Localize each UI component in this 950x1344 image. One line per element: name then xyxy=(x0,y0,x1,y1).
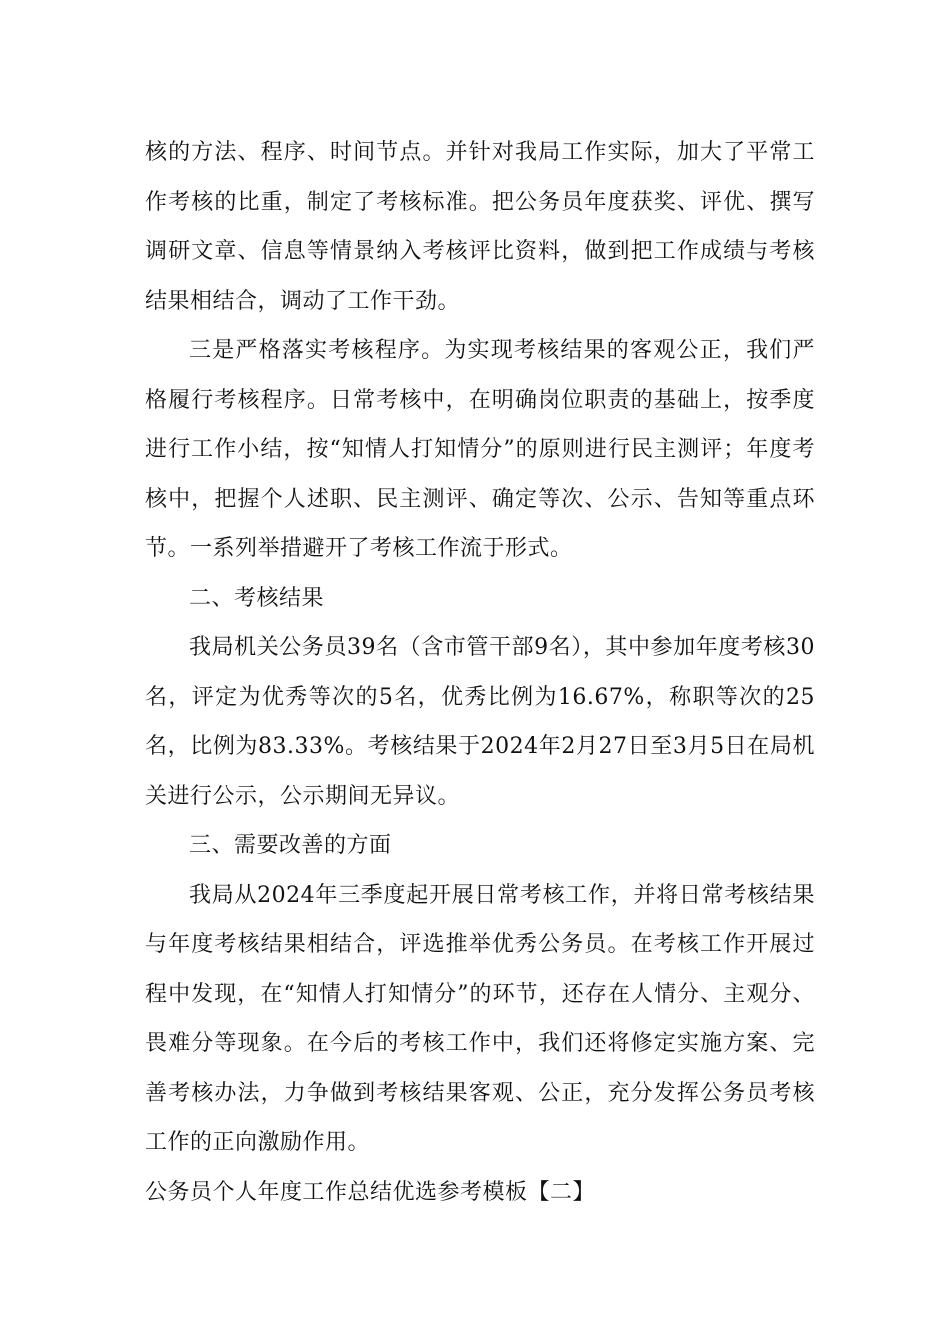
paragraph-assessment-methods: 核的方法、程序、时间节点。并针对我局工作实际，加大了平常工作考核的比重，制定了考核标准。把公务员年度获奖、评优、撰写调研文章、信息等情景纳入考核评比资料，做到把工作成绩与考核结果相结合，调动了工作干劲。 xyxy=(145,140,815,314)
section-heading-improvements: 三、需要改善的方面 xyxy=(189,833,392,858)
paragraph-improvements: 我局从2024年三季度起开展日常考核工作，并将日常考核结果与年度考核结果相结合，评选推举优秀公务员。在考核工作开展过程中发现，在“知情人打知情分”的环节，还存在人情分、主观分、畏难分等现象。在今后的考核工作中，我们还将修定实施方案、完善考核办法，力争做到考核结果客观、公正，充分发挥公务员考核工作的正向激励作用。 xyxy=(145,882,815,1155)
template-title: 公务员个人年度工作总结优选参考模板【二】 xyxy=(145,1179,596,1205)
paragraph-strict-procedure: 三是严格落实考核程序。为实现考核结果的客观公正，我们严格履行考核程序。日常考核中，在明确岗位职责的基础上，按季度进行工作小结，按“知情人打知情分”的原则进行民主测评；年度考核中，把握个人述职、民主测评、确定等次、公示、告知等重点环节。一系列举措避开了考核工作流于形式。 xyxy=(145,338,815,561)
document-body xyxy=(145,128,815,1217)
section-heading-results: 二、考核结果 xyxy=(189,585,325,611)
paragraph-results: 我局机关公务员39名（含市管干部9名），其中参加年度考核30名，评定为优秀等次的5名，优秀比例为16.67%，称职等次的25名，比例为83.33%。考核结果于2024年2月27日至3月5日在局机关进行公示，公示期间无异议。 xyxy=(145,635,815,809)
